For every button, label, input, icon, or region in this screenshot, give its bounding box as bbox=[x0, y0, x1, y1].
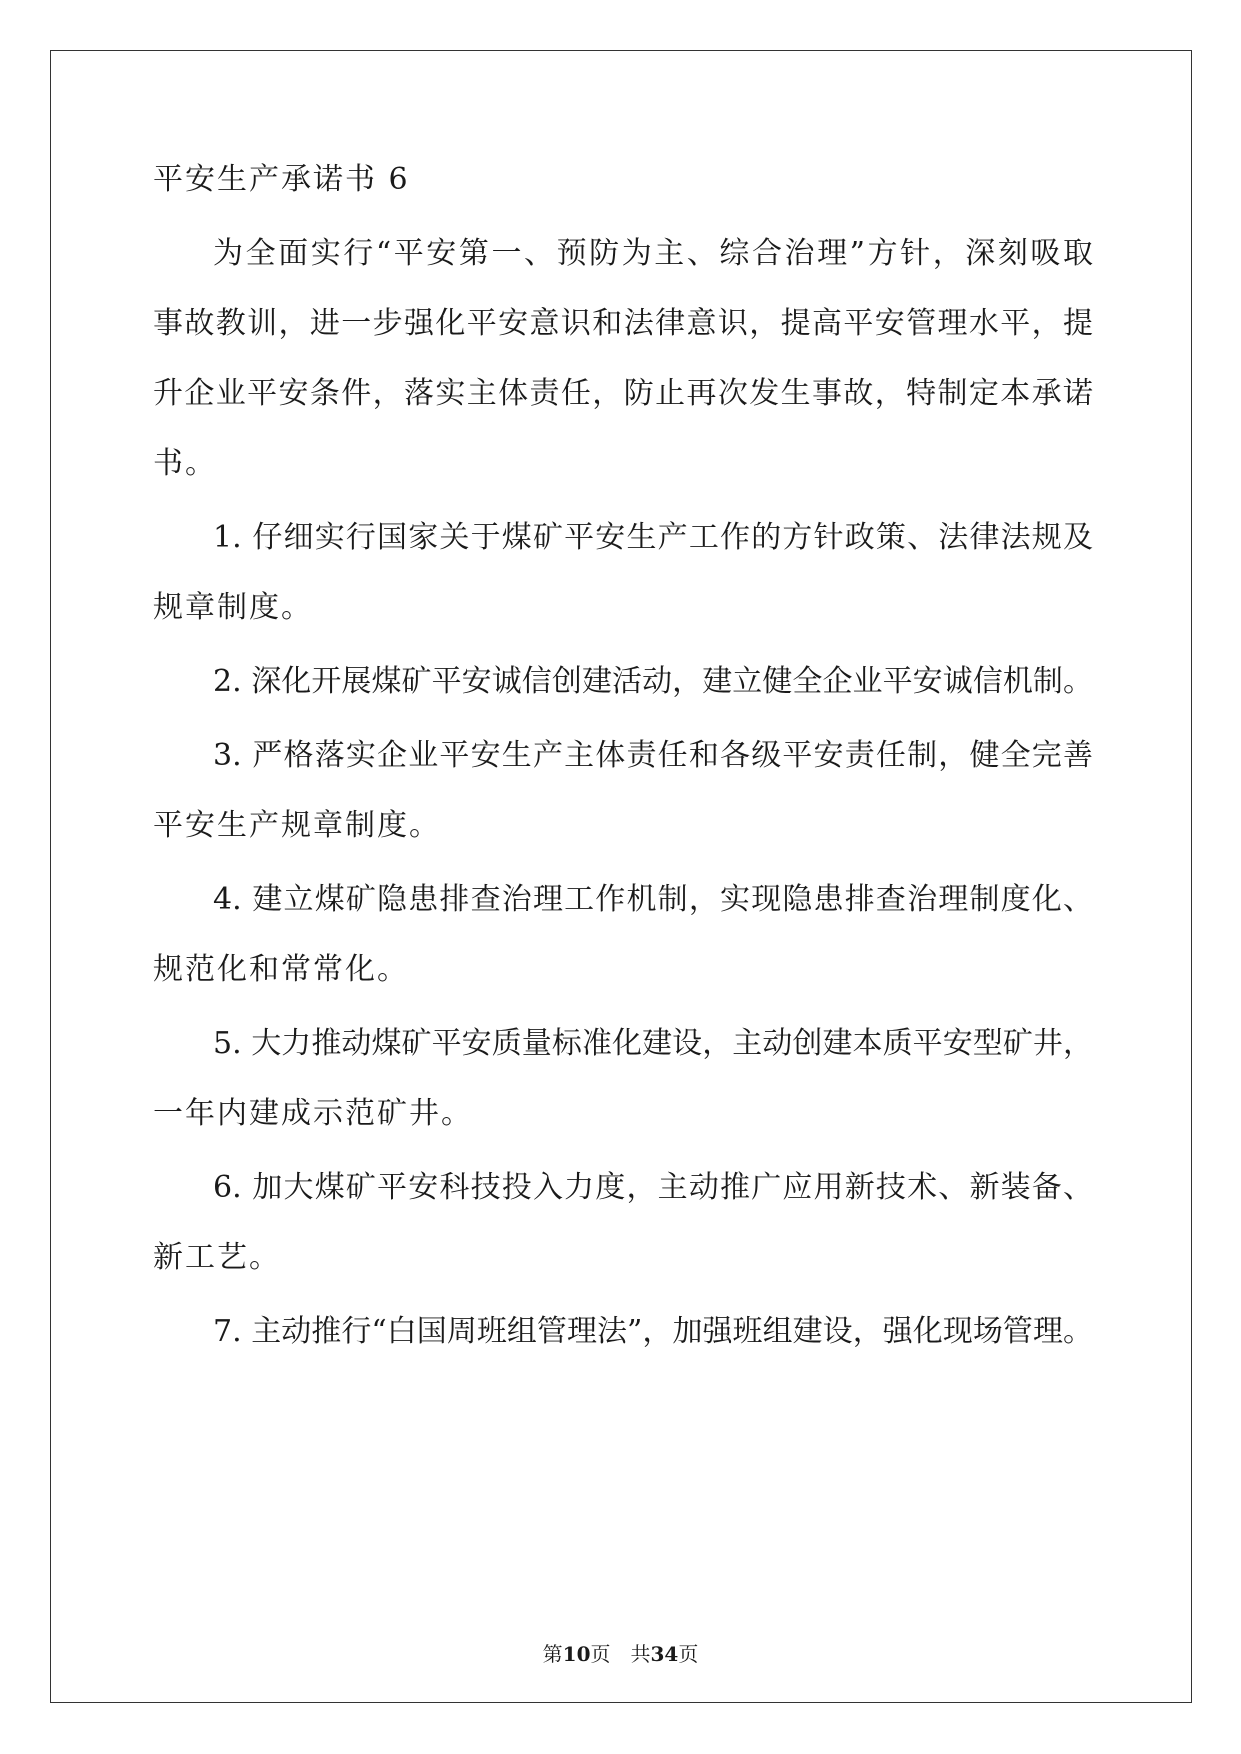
paragraph-line: 1. 仔细实行国家关于煤矿平安生产工作的方针政策、法律法规及 bbox=[213, 520, 1093, 555]
paragraph-line: 3. 严格落实企业平安生产主体责任和各级平安责任制，健全完善 bbox=[213, 738, 1093, 773]
paragraph-line: 升企业平安条件，落实主体责任，防止再次发生事故，特制定本承诺 bbox=[153, 376, 1093, 411]
paragraph-line: 6. 加大煤矿平安科技投入力度，主动推广应用新技术、新装备、 bbox=[213, 1170, 1093, 1205]
paragraph-line: 2. 深化开展煤矿平安诚信创建活动，建立健全企业平安诚信机制。 bbox=[213, 664, 1093, 699]
paragraph-line: 规章制度。 bbox=[153, 590, 313, 625]
footer-suffix: 页 bbox=[678, 1642, 699, 1666]
page-footer bbox=[0, 1642, 1241, 1666]
footer-prefix: 第 bbox=[542, 1642, 563, 1666]
paragraph-line: 平安生产规章制度。 bbox=[153, 808, 441, 843]
paragraph-line: 一年内建成示范矿井。 bbox=[153, 1096, 473, 1131]
paragraph-line: 4. 建立煤矿隐患排查治理工作机制，实现隐患排查治理制度化、 bbox=[213, 882, 1093, 917]
paragraph-line: 事故教训，进一步强化平安意识和法律意识，提高平安管理水平，提 bbox=[153, 306, 1093, 341]
document-title: 平安生产承诺书 6 bbox=[153, 162, 410, 197]
paragraph-line: 7. 主动推行“白国周班组管理法”，加强班组建设，强化现场管理。 bbox=[213, 1314, 1093, 1349]
paragraph-line: 书。 bbox=[153, 446, 217, 481]
paragraph-line: 5. 大力推动煤矿平安质量标准化建设，主动创建本质平安型矿井， bbox=[213, 1026, 1093, 1061]
total-page-number: 34 bbox=[650, 1642, 679, 1666]
paragraph-line: 新工艺。 bbox=[153, 1240, 281, 1275]
footer-mid: 页 共 bbox=[590, 1642, 651, 1666]
page-border bbox=[50, 50, 1192, 1703]
paragraph-line: 规范化和常常化。 bbox=[153, 952, 409, 987]
paragraph-line: 为全面实行“平安第一、预防为主、综合治理”方针，深刻吸取 bbox=[213, 236, 1093, 271]
current-page-number: 10 bbox=[562, 1642, 591, 1666]
